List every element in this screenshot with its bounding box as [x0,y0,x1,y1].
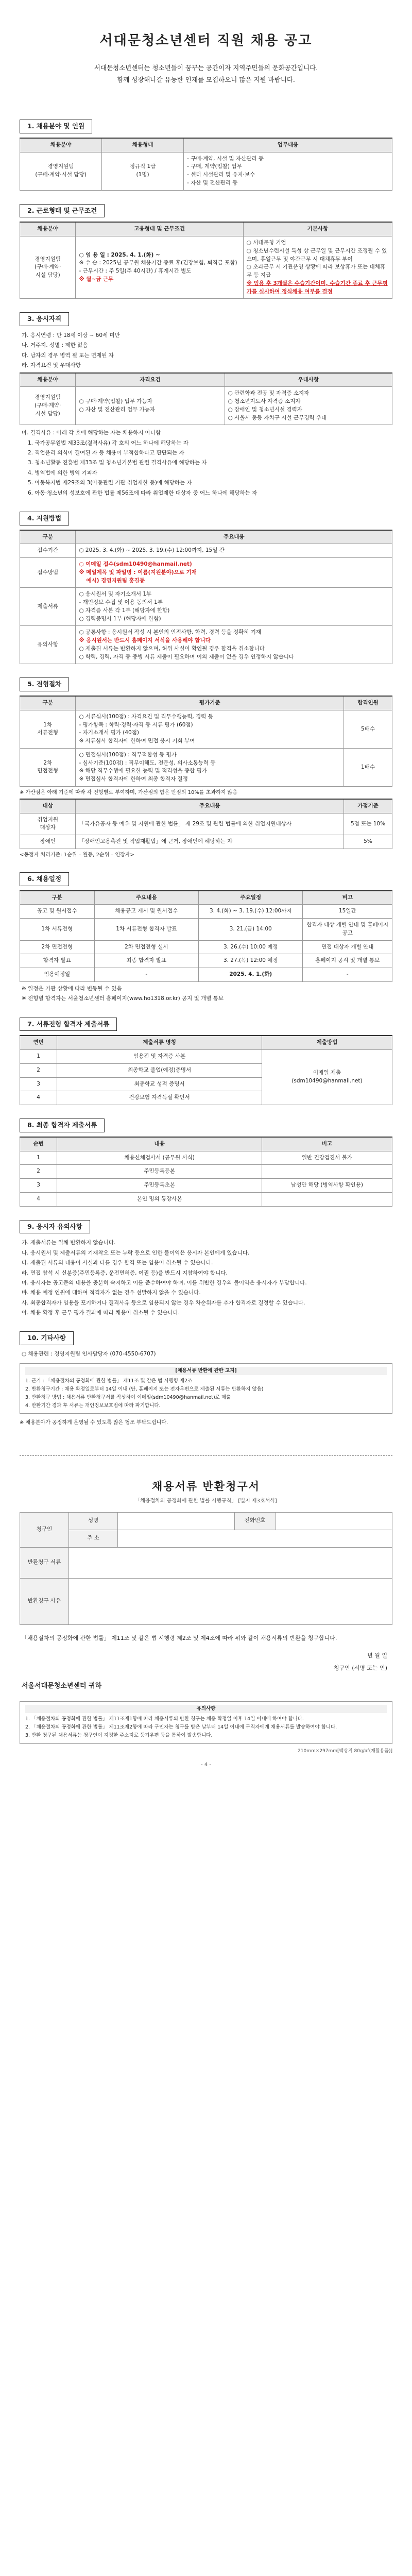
table-header: 가점기준 [344,799,392,813]
list-item: 1. 국가공무원법 제33조(결격사유) 각 호의 어느 하나에 해당하는 자 [28,439,188,446]
eligibility-list [20,331,392,370]
table-cell [76,710,344,748]
divider [20,1455,392,1456]
table-cell [76,544,392,558]
table-cell: 주민등록등본 [57,1165,262,1179]
recruit-field-table [20,138,392,191]
table-cell: 홈페이지 공시 및 개별 통보 [303,954,392,968]
table-cell: 면접 대상자 개별 안내 [303,940,392,954]
detail-line: ○ 자격증 사본 각 1부 (해당자에 한함) [79,607,170,614]
table-cell: 3. 27.(목) 12:00 예정 [199,954,303,968]
table-cell: 경영지원팀 (구매·계약· 시설 담당) [20,387,76,425]
table-header: 기본사항 [243,222,392,236]
qualification-table [20,372,392,426]
table-header: 내용 [57,1137,262,1151]
table-cell: 최종학교 졸업(예정)증명서 [57,1063,262,1077]
table-row [20,1179,392,1193]
period-note: ※ 수 습 : 2025년 공무원 채용기간 종료 후(건강보험, 퇴직금 포함) [79,260,237,266]
table-cell: 경영지원팀 (구매·계약· 시설 담당) [20,236,76,299]
basic-line: ※ 임용 후 3개월은 수습기간이며, 수습기간 종료 후 근무평가를 실시하여 정식채용 여부를 결정 [246,280,388,295]
table-row [20,940,392,954]
table-cell: 건강보험 자격득실 확인서 [57,1091,262,1105]
table-header: 자격요건 [76,373,225,387]
detail-line: 예시) 경영지원팀 홍길동 [86,577,145,584]
guide-line: 1. 「채용절차의 공정화에 관한 법률」 제11조제1항에 따라 채용서류의 반환 청구는 채용 확정일 이후 14일 이내에 하여야 합니다. [25,1716,304,1722]
list-item: 가. 응시연령 : 만 18세 이상 ~ 60세 미만 [22,332,120,338]
list-item: 2. 직업윤리 의식이 결여된 자 등 채용이 부적합하다고 판단되는 자 [28,450,184,456]
pref-line: ○ 청소년지도사 자격증 소지자 [228,398,301,404]
note-line: ※ 전형별 합격자는 서울청소년센터 홈페이지(www.ho1318.or.kr) 공지 및 개별 통보 [22,995,224,1002]
form-label: 주 소 [69,1530,118,1547]
section-title: 1. 채용분야 및 인원 [20,120,92,133]
table-cell: 1차 서류전형 [20,919,95,941]
reason-field[interactable] [69,1578,392,1624]
return-request-form [20,1512,392,1625]
table-cell: 1 [20,1151,57,1165]
basic-line: ○ 초과근무 시 기관운영 상황에 따라 보상휴가 또는 대체휴무 등 지급 [246,264,385,278]
table-header: 구분 [20,891,95,905]
detail-line: - 평가항목 : 학력·경력·자격 등 서류 평가 (60점) [79,721,193,728]
form-statement: 「채용절차의 공정화에 관한 법률」 제11조 및 같은 법 시행령 제2조 및 제4조에 따라 위와 같이 채용서류의 반환을 청구합니다. [22,1634,337,1641]
table-header: 구분 [20,530,76,544]
table-header: 업무내용 [184,138,392,152]
list-item: 라. 자격요건 및 우대사항 [22,362,81,369]
page-number: - 4 - [201,1762,211,1768]
detail-line: ○ 경력증명서 1부 (해당자에 한함) [79,615,161,622]
table-cell: 합격자 발표 [20,954,95,968]
table-cell: 1배수 [344,748,392,786]
table-cell: 「장애인고용촉진 및 직업재활법」에 근거, 장애인에 해당하는 자 [76,835,344,849]
form-title: 채용서류 반환청구서 [152,1480,260,1493]
table-header: 비고 [262,1137,392,1151]
box-line: 1. 근거 : 「채용절차의 공정화에 관한 법률」 제11조 및 같은 법 시행령 제2조 [25,1378,193,1384]
table-cell [76,626,392,664]
phone-field[interactable] [276,1512,392,1530]
list-item: 마. 응시자는 공고문의 내용을 충분히 숙지하고 이를 준수하여야 하며, 이를 위반한 경우의 불이익은 응시자가 부담합니다. [22,1279,307,1286]
table-cell: 임용전 및 자격증 사본 [57,1050,262,1064]
table-cell: - [94,968,198,982]
table-header: 비고 [303,891,392,905]
table-header: 순번 [20,1137,57,1151]
table-header: 주요내용 [76,530,392,544]
table-cell [225,387,392,425]
table-cell: 경영지원팀 (구매·계약·시설 담당) [20,152,102,190]
guide-line: 3. 반환 청구된 채용서류는 청구인이 지정한 주소지로 등기우편 등을 통하여 발송합니다. [25,1733,213,1739]
detail-line: ※ 해당 직무수행에 필요한 능력 및 적격성을 종합 평가 [79,768,207,774]
table-header: 주요내용 [94,891,198,905]
table-header: 채용분야 [20,373,76,387]
form-label: 청구인 [20,1512,69,1547]
list-item: 사. 최종합격자가 임용을 포기하거나 결격사유 등으로 임용되지 않는 경우 차순위자를 추가 합격자로 결정할 수 있습니다. [22,1299,305,1306]
list-item: 나. 거주지, 성별 : 제한 없음 [22,342,88,349]
list-heading: 마. 결격사유 : 아래 각 호에 해당하는 자는 채용하지 아니함 [22,430,161,436]
table-cell: 3. 21.(금) 14:00 [199,919,303,941]
table-cell: 주민등록초본 [57,1179,262,1193]
contact-line: ○ 채용관련 : 경영지원팀 인사담당자 (070-4550-6707) [22,1351,156,1358]
table-cell: 2차 면접전형 [20,940,95,954]
detail-line: ○ 서류심사(100점) : 자격요건 및 직무수행능력, 경력 등 [79,713,213,720]
list-item: 다. 남자의 경우 병역 필 또는 면제된 자 [22,352,114,359]
table-cell: 최종 합격자 발표 [94,954,198,968]
period-line: ○ 임 용 일 : 2025. 4. 1.(화) ~ [79,251,160,258]
table-cell: 유의사항 [20,626,76,664]
table-cell: 2차 면접전형 실시 [94,940,198,954]
table-header: 제출서류 명칭 [57,1036,262,1049]
form-claimant: 청구인 (서명 또는 인) [333,1665,387,1671]
duty-line: - 자산 및 전산관리 등 [187,179,238,186]
pay-line: ※ 월~금 근무 [79,276,114,282]
address-field[interactable] [118,1530,392,1547]
table-cell: 장애인 [20,835,76,849]
table-row [20,954,392,968]
detail-line: ○ 제출된 서류는 반환하지 않으며, 허위 사실이 확인될 경우 합격을 취소합니다 [79,645,265,652]
table-cell: 5% [344,835,392,849]
table-cell [184,152,392,190]
closing-note: ※ 채용분야가 공정하게 운영될 수 있도록 많은 협조 부탁드립니다. [20,1420,168,1426]
doc-submission-table [20,1035,392,1105]
table-row [20,905,392,919]
table-cell: 일반 건강검진서 불가 [262,1151,392,1165]
work-conditions-table [20,222,392,299]
table-cell [76,387,225,425]
table-cell: 합격자 대상 개별 안내 및 홈페이지 공고 [303,919,392,941]
form-guide-box [20,1701,392,1744]
basic-line: ○ 청소년수련시설 특성 상 근무일 및 근무시간 조정될 수 있으며, 휴일근무 및 야간근무 시 대체휴무 부여 [246,247,387,262]
table-cell: 접수기간 [20,544,76,558]
table-cell: 2025. 4. 1.(화) [199,968,303,982]
form-label: 전화번호 [234,1512,276,1530]
list-item: 나. 응시원서 및 제출서류의 기재착오 또는 누락 등으로 인한 불이익은 응시자 본인에게 있습니다. [22,1249,250,1256]
table-row [20,1165,392,1179]
detail-line: ※ 서류심사 합격자에 한하여 면접 응시 기회 부여 [79,738,195,744]
section-title: 9. 응시자 유의사항 [20,1220,90,1234]
tie-break-note: <동점자 처리기준: 1순위 – 월등, 2순위 – 연장자> [20,852,134,858]
list-item: 다. 제출된 서류의 내용이 사실과 다를 경우 합격 또는 임용이 취소될 수 있습니다. [22,1260,213,1266]
detail-line: - 심사기준(100점) : 직무이해도, 전문성, 의사소통능력 등 [79,759,216,766]
list-item: 6. 아동·청소년의 성보호에 관한 법률 제56조에 따라 취업제한 대상자 중 어느 하나에 해당하는 자 [28,489,258,496]
bonus-table [20,799,392,849]
detail-line: ○ 이메일 접수(sdm10490@hanmail.net) [79,561,192,568]
detail-line: ○ 2025. 3. 4.(화) ~ 2025. 3. 19.(수) 12:00까지, 15일 간 [79,547,225,554]
pref-line: ○ 장애인 및 청소년시설 경력자 [228,406,302,413]
table-header: 합격인원 [344,696,392,710]
table-cell [243,236,392,299]
schedule-table [20,890,392,982]
table-cell: 「국가유공자 등 예우 및 지원에 관한 법률」 제 29조 및 관련 법률에 의한 취업지원대상자 [76,813,344,835]
box-title: [채용서류 반환에 관한 고지] [25,1367,387,1375]
table-row [20,968,392,982]
documents-field[interactable] [69,1547,392,1578]
table-header: 고용형태 및 근무조건 [76,222,243,236]
detail-line: ○ 학력, 경력, 자격 등 증빙 서류 제출이 필요하며 이의 제출이 없을 경우 인정하지 않습니다 [79,653,295,660]
table-cell: 1차 서류전형 [20,710,76,748]
table-header: 연번 [20,1036,57,1049]
list-item: 5. 아동복지법 제29조의 3(아동관련 기관 취업제한 등)에 해당하는 자 [28,480,192,486]
table-cell [262,1165,392,1179]
intro-text [20,62,392,86]
list-item: 아. 채용 확정 후 근무 평가 결과에 따라 채용이 취소될 수 있습니다. [22,1310,180,1316]
section-title: 10. 기타사항 [20,1331,74,1345]
table-header: 주요일정 [199,891,303,905]
table-cell: 4 [20,1192,57,1206]
table-header: 채용분야 [20,222,76,236]
intro-line: 함께 성장해나갈 유능한 인재를 모집하오니 많은 지원 바랍니다. [117,75,295,83]
table-cell: 1차 서류전형 합격자 발표 [94,919,198,941]
req-line: ○ 구매·계약(입찰) 업무 가능자 [79,398,152,404]
table-cell: 2차 면접전형 [20,748,76,786]
duty-line: - 구매, 계약(입찰) 업무 [187,163,242,170]
return-notice-box [20,1363,392,1414]
table-cell: 제출서류 [20,588,76,626]
form-label: 성명 [69,1512,118,1530]
guide-line: 2. 「채용절차의 공정화에 관한 법률」 제11조제2항에 따라 구인자는 청구를 받은 날부터 14일 이내에 구직자에게 채용서류를 발송하여야 합니다. [25,1724,337,1731]
list-item: 라. 면접 참석 시 신분증(주민등록증, 운전면허증, 여권 등)을 반드시 지참하여야 합니다. [22,1269,228,1276]
form-label: 반환청구 서류 [20,1547,69,1578]
table-header: 주요내용 [76,799,344,813]
table-cell: 2 [20,1063,57,1077]
table-cell [76,588,392,626]
list-item: 바. 채용 예정 인원에 대하여 적격자가 없는 경우 선발하지 않을 수 있습니다. [22,1290,201,1296]
section-title: 5. 전형절차 [20,677,69,691]
final-docs-table [20,1137,392,1207]
table-header: 채용형태 [102,138,184,152]
table-cell: 3 [20,1077,57,1091]
section-title: 8. 최종 합격자 제출서류 [20,1118,105,1132]
table-cell [76,558,392,588]
table-cell: 최종학교 성적 증명서 [57,1077,262,1091]
list-item: 4. 병역법에 의한 병역 기피자 [28,469,97,476]
table-cell [262,1192,392,1206]
guide-title: 유의사항 [25,1705,387,1713]
note-line: ※ 일정은 기관 상황에 따라 변동될 수 있음 [22,985,122,992]
table-header: 우대사항 [225,373,392,387]
table-cell: - [303,968,392,982]
bonus-note: ※ 가산점은 아래 기준에 따라 각 전형별로 부여하며, 가산점의 합은 만점의 10%를 초과하지 않음 [20,789,237,795]
form-addressee: 서울서대문청소년센터 귀하 [22,1682,102,1690]
table-cell: 취업지원 대상자 [20,813,76,835]
detail-line: ※ 면접심사 합격자에 한하여 최종 합격자 결정 [79,776,188,783]
applicant-notes [20,1238,392,1317]
table-cell: 본인 명의 통장사본 [57,1192,262,1206]
section-title: 3. 응시자격 [20,312,69,326]
table-cell: 2 [20,1165,57,1179]
section-title: 6. 채용일정 [20,872,69,886]
duty-line: - 센터 시설관리 및 유지·보수 [187,172,255,178]
req-line: ○ 자산 및 전산관리 업무 가능자 [79,406,156,413]
table-cell: 1 [20,1050,57,1064]
table-cell: 접수방법 [20,558,76,588]
pref-line: ○ 서울시 동등 자치구 시설 근무경력 우대 [228,414,327,421]
name-field[interactable] [118,1512,235,1530]
table-row [20,1192,392,1206]
table-cell [76,236,243,299]
table-header: 구분 [20,696,76,710]
application-table [20,530,392,665]
table-cell: 이메일 제출 (sdm10490@hanmail.net) [262,1050,392,1105]
form-label: 반환청구 사유 [20,1578,69,1624]
detail-line: - 자기소개서 평가 (40점) [79,730,139,736]
table-row [20,1151,392,1165]
section-title: 4. 지원방법 [20,512,69,526]
table-cell: 5점 또는 10% [344,813,392,835]
pref-line: ○ 관련학과 전공 및 자격증 소지자 [228,390,310,397]
section-title: 2. 근로형태 및 근무조건 [20,204,105,218]
basic-line: ○ 서대문청 기업 [246,240,286,246]
intro-line: 서대문청소년센터는 청소년들이 꿈꾸는 공간이자 지역주민들의 문화공간입니다. [94,64,318,72]
form-date: 년 월 일 [367,1652,387,1659]
table-cell [76,748,344,786]
section-title: 7. 서류전형 합격자 제출서류 [20,1018,117,1031]
table-cell: 15일간 [303,905,392,919]
list-item: 가. 제출서류는 일체 반환하지 않습니다. [22,1240,116,1246]
detail-line: ※ 응시원서는 반드시 홈페이지 서식을 사용해야 합니다 [79,637,211,644]
hours-line: - 근무시간 : 주 5일(주 40시간) / 휴게시간 별도 [79,268,192,275]
table-cell: 임용예정일 [20,968,95,982]
list-item: 3. 청소년활동 진흥법 제33조 및 청소년기본법 관련 결격사유에 해당하는 자 [28,460,207,466]
detail-line: ○ 면접심사(100점) : 직무적합성 등 평가 [79,751,177,758]
table-cell: 채용신체검사서 (공무원 서식) [57,1151,262,1165]
duty-line: - 구매·계약, 시설 및 자산관리 등 [187,155,264,162]
table-cell: 3. 4.(화) ~ 3. 19.(수) 12:00까지 [199,905,303,919]
detail-line: ※ 메일제목 및 파일명 : 이름(지원분야)으로 기재 [79,569,197,575]
table-cell: 정규직 1급 (1명) [102,152,184,190]
detail-line: ○ 응시원서 및 자기소개서 1부 [79,591,152,598]
form-footer: 210mm×297mm[백상지 80g/㎡(재활용품)] [298,1748,392,1754]
detail-line: ○ 공통사항 : 응시원서 작성 시 본인의 인적사항, 학력, 경력 등을 정확히 기재 [79,629,262,636]
page-title: 서대문청소년센터 직원 채용 공고 [99,33,313,48]
table-row [20,1050,392,1064]
table-header: 평가기준 [76,696,344,710]
box-line: 4. 반환기간 경과 후 서류는 개인정보보호법에 따라 파기합니다. [25,1403,161,1409]
table-cell: 공고 및 원서접수 [20,905,95,919]
table-cell: 채용공고 게시 및 원서접수 [94,905,198,919]
table-header: 채용분야 [20,138,102,152]
disqualification-list [20,428,392,498]
table-cell: 3 [20,1179,57,1193]
table-header: 제출방법 [262,1036,392,1049]
form-subtitle: 「채용절차의 공정화에 관한 법률 시행규칙」 [별지 제3호서식] [135,1498,277,1504]
table-cell: 5배수 [344,710,392,748]
detail-line: - 개인정보 수집 및 이용 동의서 1부 [79,599,163,606]
selection-process-table [20,696,392,787]
schedule-notes [20,984,392,1004]
table-row [20,919,392,941]
box-line: 3. 반환청구 방법 : 채용서류 반환청구서를 작성하여 이메일(sdm10490@hanmail.net)로 제출 [25,1394,231,1400]
box-line: 2. 반환청구기간 : 채용 확정일로부터 14일 이내 (단, 홈페이지 또는 전자우편으로 제출된 서류는 반환하지 않음) [25,1386,264,1392]
table-cell: 남성만 해당 (병역사항 확인용) [262,1179,392,1193]
table-header: 대상 [20,799,76,813]
table-cell: 3. 26.(수) 10:00 예정 [199,940,303,954]
table-cell: 4 [20,1091,57,1105]
